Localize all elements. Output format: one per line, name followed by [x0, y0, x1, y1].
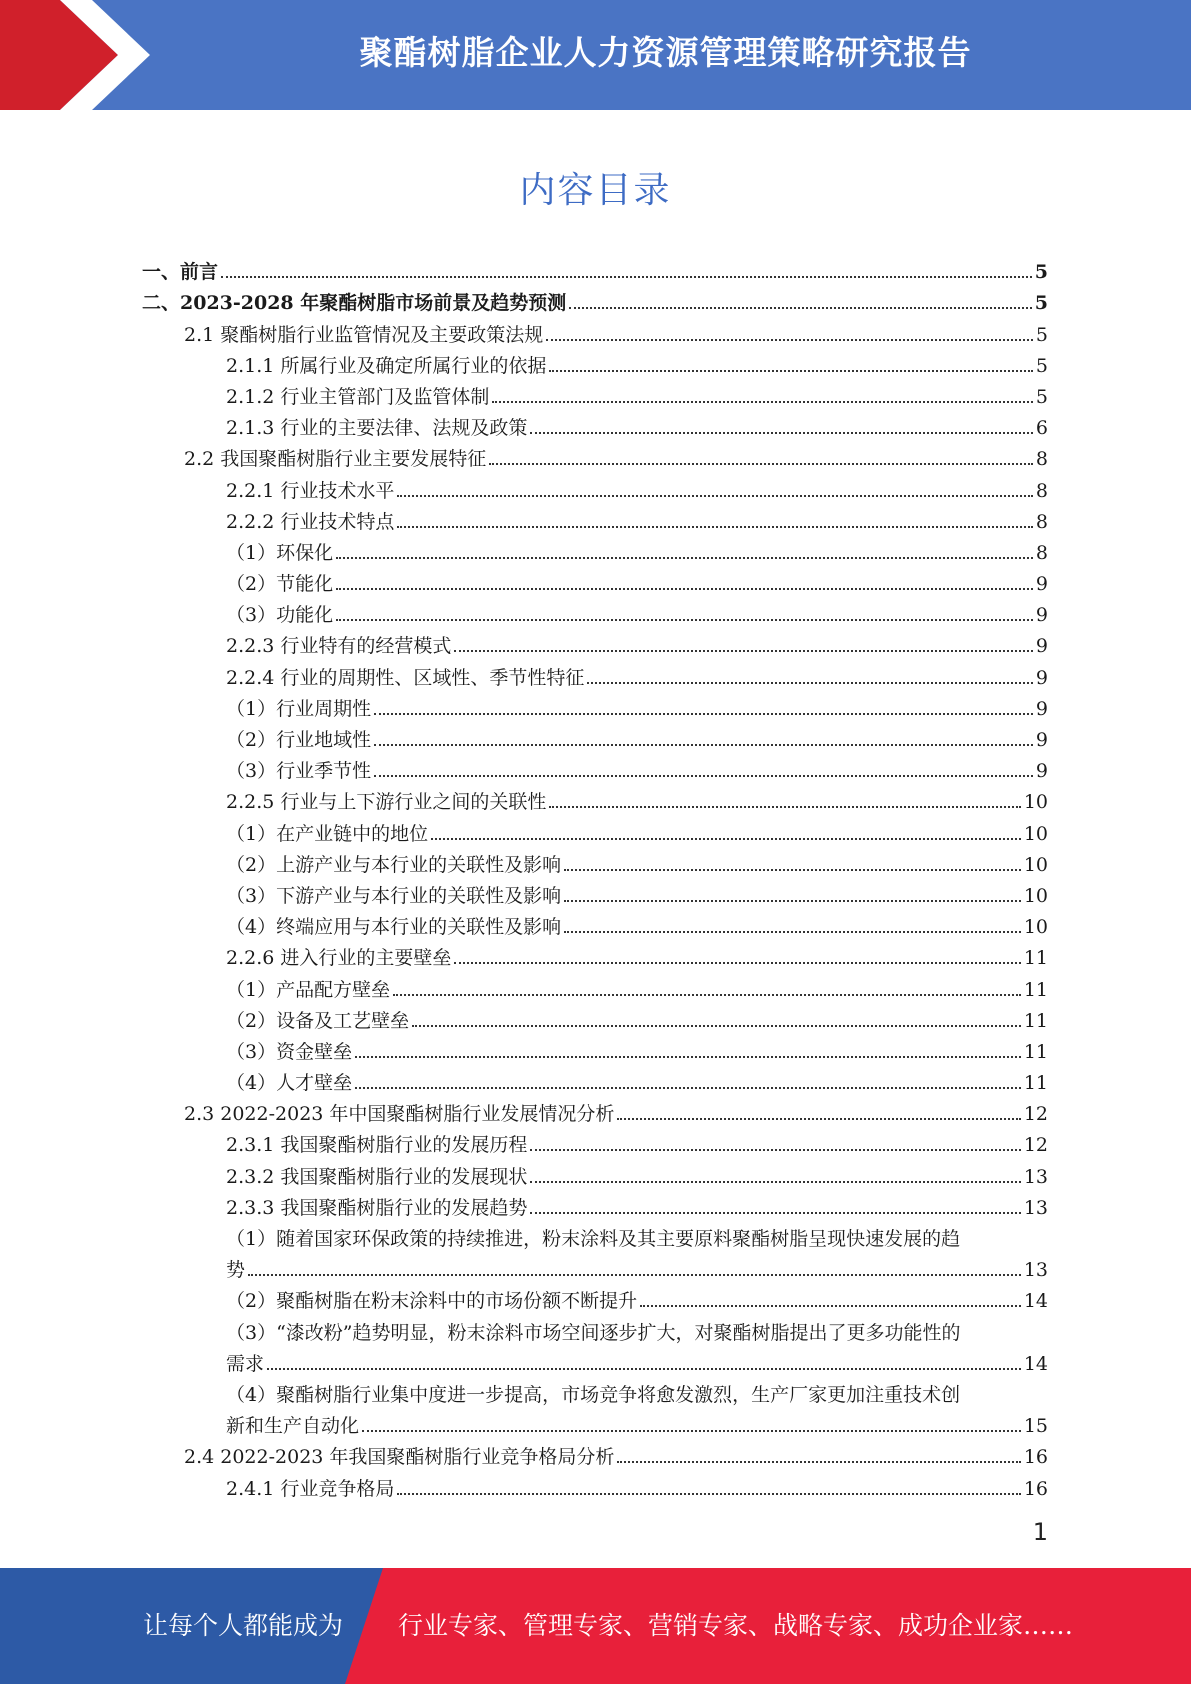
toc-dot-leader [454, 962, 1020, 964]
toc-entry[interactable] [0, 348, 1191, 379]
toc-entry-text: （1）随着国家环保政策的持续推进，粉末涂料及其主要原料聚酯树脂呈现快速发展的趋 [226, 1228, 961, 1250]
toc-dot-leader [454, 650, 1033, 652]
toc-page-number: 11 [1023, 978, 1048, 1001]
toc-entry-text: 2.1.2 行业主管部门及监管体制 [226, 385, 490, 408]
toc-entry[interactable] [0, 285, 1191, 316]
toc-page-number: 9 [1035, 760, 1048, 783]
toc-entry-text: （3）功能化 [226, 604, 334, 627]
toc-page-number: 9 [1035, 729, 1048, 751]
footer-slogan-left: 让每个人都能成为 [143, 1611, 344, 1640]
page-header [0, 0, 1191, 110]
toc-page-number: 10 [1023, 791, 1048, 814]
toc-entry-text: （3）行业季节性 [226, 760, 372, 783]
toc-entry[interactable] [0, 815, 1191, 846]
toc-entry[interactable] [0, 472, 1191, 503]
toc-entry-text: （2）行业地域性 [226, 729, 372, 751]
toc-page-number: 10 [1023, 853, 1048, 876]
toc-entry[interactable] [0, 441, 1191, 472]
toc-dot-leader [617, 1461, 1020, 1463]
toc-page-number: 9 [1035, 573, 1048, 596]
toc-dot-leader [374, 775, 1033, 777]
toc-entry[interactable] [0, 722, 1191, 753]
toc-entry-text: 2.1 聚酯树脂行业监管情况及主要政策法规 [184, 323, 544, 346]
page-number: 1 [1032, 1518, 1048, 1546]
toc-entry-text: 2.3.3 我国聚酯树脂行业的发展趋势 [226, 1196, 528, 1219]
toc-dot-leader [267, 1368, 1021, 1370]
toc-page-number: 9 [1035, 697, 1048, 720]
toc-page-number: 14 [1023, 1290, 1048, 1313]
toc-page-number: 12 [1023, 1134, 1048, 1157]
toc-entry[interactable] [0, 1158, 1191, 1189]
toc-page-number: 5 [1035, 323, 1048, 346]
toc-entry-text: 2.2.3 行业特有的经营模式 [226, 635, 452, 658]
toc-entry-text: 2.2.6 进入行业的主要壁垒 [226, 947, 452, 970]
toc-dot-leader [393, 994, 1021, 996]
toc-page-number: 8 [1035, 448, 1048, 471]
toc-page-number: 11 [1023, 1040, 1048, 1063]
toc-page-number: 16 [1023, 1446, 1048, 1469]
toc-entry[interactable] [0, 1003, 1191, 1034]
toc-page-number: 9 [1035, 666, 1048, 689]
toc-dot-leader [248, 1274, 1021, 1276]
toc-entry-text: 2.3 2022-2023 年中国聚酯树脂行业发展情况分析 [184, 1103, 615, 1126]
toc-entry[interactable] [0, 1346, 1191, 1377]
toc-dot-leader [564, 869, 1021, 871]
toc-entry-text: 2.2.5 行业与上下游行业之间的关联性 [226, 791, 547, 814]
toc-entry[interactable] [0, 753, 1191, 784]
toc-entry-text: 二、2023-2028 年聚酯树脂市场前景及趋势预测 [142, 292, 567, 315]
toc-entry[interactable] [0, 784, 1191, 815]
toc-page-number: 11 [1023, 1009, 1048, 1032]
toc-entry-text: 2.2 我国聚酯树脂行业主要发展特征 [184, 448, 487, 471]
toc-entry[interactable] [0, 535, 1191, 566]
toc-entry[interactable] [0, 1439, 1191, 1470]
toc-entry-text: 2.2.2 行业技术特点 [226, 510, 395, 533]
toc-dot-leader [431, 838, 1021, 840]
report-title: 聚酯树脂企业人力资源管理策略研究报告 [359, 33, 972, 72]
toc-dot-leader [336, 588, 1033, 590]
toc-dot-leader [397, 526, 1033, 528]
toc-entry[interactable] [0, 691, 1191, 722]
toc-dot-leader [362, 1430, 1021, 1432]
toc-entry[interactable] [0, 1034, 1191, 1065]
toc-entry-text: 2.2.1 行业技术水平 [226, 479, 395, 502]
toc-entry[interactable] [0, 379, 1191, 410]
toc-entry-text: （4）终端应用与本行业的关联性及影响 [226, 916, 562, 939]
footer-slogan-right: 行业专家、管理专家、营销专家、战略专家、成功企业家…… [398, 1611, 1074, 1640]
toc-entry[interactable] [0, 1470, 1191, 1501]
toc-entry-line[interactable] [0, 1221, 1191, 1252]
toc-entry-text: 2.4 2022-2023 年我国聚酯树脂行业竞争格局分析 [184, 1446, 615, 1469]
toc-dot-leader [374, 713, 1033, 715]
toc-entry-text: 2.3.1 我国聚酯树脂行业的发展历程 [226, 1134, 528, 1157]
toc-page-number: 11 [1023, 947, 1048, 970]
toc-page-number: 12 [1023, 1103, 1048, 1126]
toc-dot-leader [640, 1305, 1021, 1307]
toc-entry[interactable] [0, 566, 1191, 597]
toc-page-number: 8 [1035, 541, 1048, 564]
toc-page-number: 5 [1034, 292, 1048, 315]
toc-entry-text: 新和生产自动化 [226, 1415, 360, 1438]
toc-entry-text: 2.3.2 我国聚酯树脂行业的发展现状 [226, 1165, 528, 1188]
toc-dot-leader [355, 1087, 1021, 1089]
toc-dot-leader [221, 276, 1032, 278]
toc-entry-text: （3）下游产业与本行业的关联性及影响 [226, 884, 562, 907]
toc-entry[interactable] [0, 1408, 1191, 1439]
toc-entry-text: （1）行业周期性 [226, 697, 372, 720]
toc-dot-leader [530, 1181, 1020, 1183]
toc-dot-leader [355, 1056, 1021, 1058]
toc-dot-leader [530, 1149, 1020, 1151]
toc-entry[interactable] [0, 1096, 1191, 1127]
toc-dot-leader [492, 401, 1033, 403]
toc-entry[interactable] [0, 1065, 1191, 1096]
toc-page-number: 5 [1035, 354, 1048, 377]
toc-dot-leader [587, 682, 1033, 684]
toc-entry-text: （2）上游产业与本行业的关联性及影响 [226, 853, 562, 876]
toc-entry[interactable] [0, 504, 1191, 535]
toc-entry[interactable] [0, 316, 1191, 347]
toc-entry[interactable] [0, 1283, 1191, 1314]
toc-dot-leader [336, 619, 1033, 621]
toc-page-number: 9 [1035, 604, 1048, 627]
toc-dot-leader [397, 495, 1033, 497]
toc-page-number: 15 [1023, 1415, 1048, 1438]
toc-entry-text: 需求 [226, 1352, 265, 1375]
toc-page-number: 8 [1035, 479, 1048, 502]
toc-entry-text: （1）环保化 [226, 541, 334, 564]
toc-page-number: 14 [1023, 1352, 1048, 1375]
toc-dot-leader [546, 339, 1033, 341]
toc-page-number: 13 [1023, 1196, 1048, 1219]
toc-entry[interactable] [0, 971, 1191, 1002]
toc-entry-line[interactable] [0, 1377, 1191, 1408]
toc-page-number: 6 [1035, 417, 1048, 440]
toc-dot-leader [412, 1025, 1021, 1027]
toc-dot-leader [397, 1493, 1020, 1495]
toc-page-number: 13 [1023, 1259, 1048, 1282]
toc-page-number: 10 [1023, 884, 1048, 907]
toc-entry-text: 势 [226, 1259, 246, 1282]
toc-entry-text: （1）在产业链中的地位 [226, 822, 429, 845]
toc-dot-leader [617, 1118, 1020, 1120]
toc-entry-text: （2）节能化 [226, 573, 334, 596]
toc-page-number: 13 [1023, 1165, 1048, 1188]
toc-page-number: 8 [1035, 510, 1048, 533]
toc-entry[interactable] [0, 878, 1191, 909]
toc-entry-text: （2）聚酯树脂在粉末涂料中的市场份额不断提升 [226, 1290, 638, 1313]
toc-entry-text: 2.2.4 行业的周期性、区域性、季节性特征 [226, 666, 585, 689]
toc-entry[interactable] [0, 410, 1191, 441]
toc-entry-text: （2）设备及工艺壁垒 [226, 1009, 410, 1032]
toc-page-number: 10 [1023, 916, 1048, 939]
toc-entry-text: （4）聚酯树脂行业集中度进一步提高，市场竞争将愈发激烈，生产厂家更加注重技术创 [226, 1383, 961, 1406]
toc-heading: 内容目录 [519, 170, 672, 211]
toc-dot-leader [530, 1212, 1020, 1214]
toc-page-number: 11 [1023, 1072, 1048, 1095]
toc-dot-leader [530, 432, 1033, 434]
toc-dot-leader [489, 463, 1033, 465]
toc-dot-leader [549, 806, 1020, 808]
toc-dot-leader [564, 931, 1021, 933]
toc-entry[interactable] [0, 254, 1191, 285]
toc-entry[interactable] [0, 1127, 1191, 1158]
toc-dot-leader [374, 744, 1033, 746]
toc-page-number: 9 [1035, 635, 1048, 658]
toc-dot-leader [549, 370, 1033, 372]
toc-entry[interactable] [0, 597, 1191, 628]
toc-entry-text: （4）人才壁垒 [226, 1072, 353, 1095]
toc-page-number: 5 [1035, 385, 1048, 408]
toc-entry[interactable] [0, 940, 1191, 971]
toc-entry[interactable] [0, 1190, 1191, 1221]
toc-entry[interactable] [0, 909, 1191, 940]
toc-entry-text: （3）“漆改粉”趋势明显，粉末涂料市场空间逐步扩大，对聚酯树脂提出了更多功能性的 [226, 1321, 961, 1344]
toc-page-number: 10 [1023, 822, 1048, 845]
toc-entry-text: 2.1.3 行业的主要法律、法规及政策 [226, 417, 528, 440]
toc-entry-text: 2.1.1 所属行业及确定所属行业的依据 [226, 354, 547, 377]
toc-entry-text: （1）产品配方壁垒 [226, 978, 391, 1001]
toc-page-number: 5 [1034, 261, 1048, 284]
toc-entry-text: 2.4.1 行业竞争格局 [226, 1477, 395, 1500]
toc-entry[interactable] [0, 628, 1191, 659]
toc-dot-leader [569, 307, 1032, 309]
toc-entry[interactable] [0, 659, 1191, 690]
page-footer [0, 1568, 1191, 1684]
toc-page-number: 16 [1023, 1477, 1048, 1500]
toc-entry-text: （3）资金壁垒 [226, 1040, 353, 1063]
toc-dot-leader [336, 557, 1033, 559]
table-of-contents [0, 254, 1191, 1502]
toc-entry[interactable] [0, 1252, 1191, 1283]
toc-entry[interactable] [0, 847, 1191, 878]
toc-entry-text: 一、前言 [142, 261, 219, 284]
toc-entry-line[interactable] [0, 1314, 1191, 1345]
toc-dot-leader [564, 900, 1021, 902]
